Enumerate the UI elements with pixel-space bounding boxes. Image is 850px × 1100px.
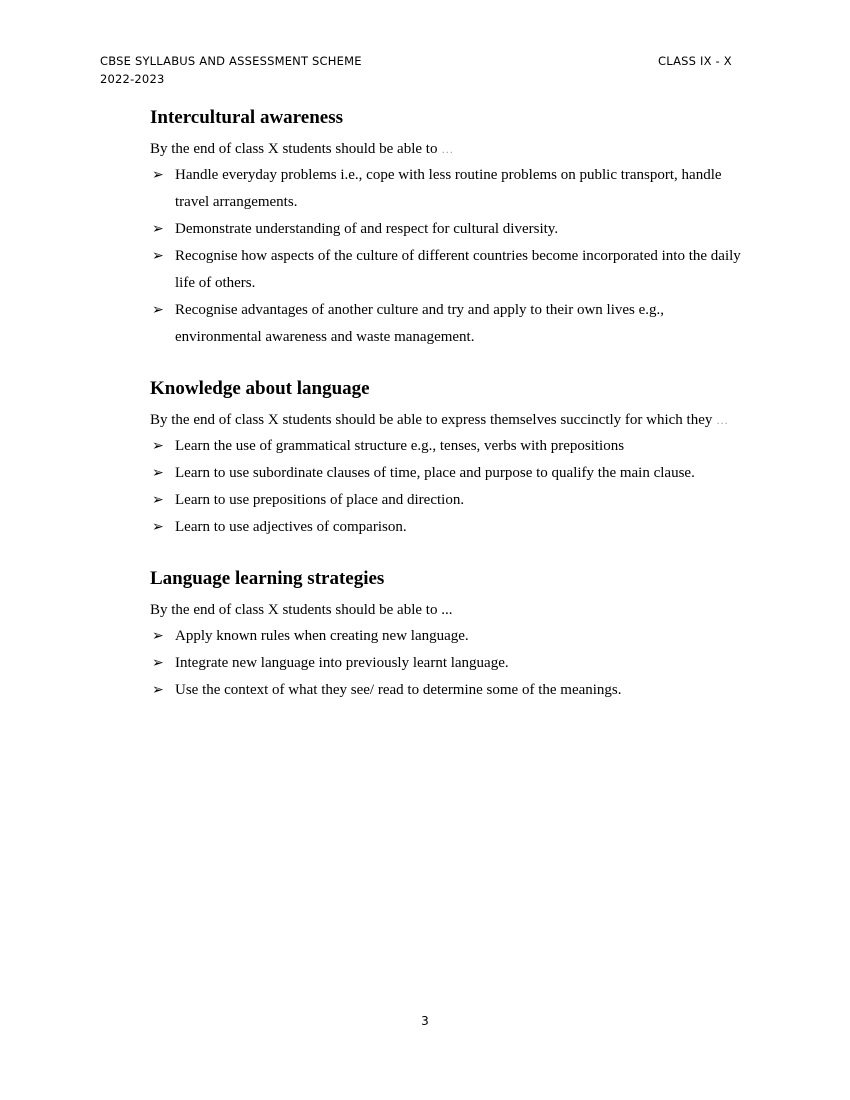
page-header-left: [100, 52, 362, 88]
section-language-learning-strategies: [150, 565, 750, 704]
list-item: [150, 297, 750, 351]
bullet-list: [150, 162, 750, 351]
section-title: Language learning strategies: [150, 568, 385, 589]
arrow-bullet-icon: ➢: [152, 221, 164, 237]
list-item: [150, 677, 750, 704]
document-body: [150, 104, 750, 704]
bullet-list: [150, 433, 750, 541]
list-item: [150, 162, 750, 216]
arrow-bullet-icon: ➢: [152, 167, 164, 183]
list-item-text: Demonstrate understanding of and respect for cultural diversity.: [175, 221, 559, 237]
list-item-text: Learn to use subordinate clauses of time, place and purpose to qualify the main clause.: [175, 465, 695, 481]
header-class: CLASS IX - X: [658, 54, 732, 68]
section-title: Intercultural awareness: [150, 107, 343, 128]
list-item-text: Learn to use adjectives of comparison.: [175, 519, 407, 535]
list-item: [150, 623, 750, 650]
list-item: [150, 650, 750, 677]
list-item-text: Use the context of what they see/ read to determine some of the meanings.: [175, 682, 622, 698]
list-item-text: Learn to use prepositions of place and direction.: [175, 492, 465, 508]
list-item: [150, 216, 750, 243]
section-title: Knowledge about language: [150, 378, 370, 399]
list-item: [150, 460, 750, 487]
page-number: 3: [421, 1014, 429, 1028]
arrow-bullet-icon: ➢: [152, 682, 164, 698]
section-intercultural-awareness: [150, 104, 750, 351]
intro-text: By the end of class X students should be able to: [150, 141, 438, 157]
arrow-bullet-icon: ➢: [152, 302, 164, 318]
arrow-bullet-icon: ➢: [152, 465, 164, 481]
list-item-text: Recognise how aspects of the culture of different countries become incorporated into the daily life of others.: [175, 248, 741, 291]
list-item-text: Learn the use of grammatical structure e.g., tenses, verbs with prepositions: [175, 438, 625, 454]
intro-ellipsis: …: [716, 413, 729, 427]
intro-ellipsis: …: [441, 142, 454, 156]
list-item: [150, 514, 750, 541]
intro-text: By the end of class X students should be able to express themselves succinctly for which they: [150, 412, 713, 428]
arrow-bullet-icon: ➢: [152, 655, 164, 671]
header-title: CBSE SYLLABUS AND ASSESSMENT SCHEME: [100, 54, 362, 68]
list-item: [150, 243, 750, 297]
list-item-text: Recognise advantages of another culture and try and apply to their own lives e.g., environmental awareness and waste management.: [175, 302, 665, 345]
list-item-text: Apply known rules when creating new language.: [175, 628, 469, 644]
arrow-bullet-icon: ➢: [152, 628, 164, 644]
arrow-bullet-icon: ➢: [152, 492, 164, 508]
list-item: [150, 487, 750, 514]
header-year: 2022-2023: [100, 72, 165, 86]
intro-text: By the end of class X students should be able to ...: [150, 602, 453, 618]
section-knowledge-about-language: [150, 375, 750, 541]
section-intro: [150, 407, 750, 433]
arrow-bullet-icon: ➢: [152, 248, 164, 264]
bullet-list: [150, 623, 750, 704]
section-intro: [150, 136, 750, 162]
list-item-text: Handle everyday problems i.e., cope with less routine problems on public transport, handle travel arrangements.: [175, 167, 722, 210]
section-intro: [150, 597, 750, 623]
list-item: [150, 433, 750, 460]
arrow-bullet-icon: ➢: [152, 438, 164, 454]
arrow-bullet-icon: ➢: [152, 519, 164, 535]
list-item-text: Integrate new language into previously learnt language.: [175, 655, 509, 671]
